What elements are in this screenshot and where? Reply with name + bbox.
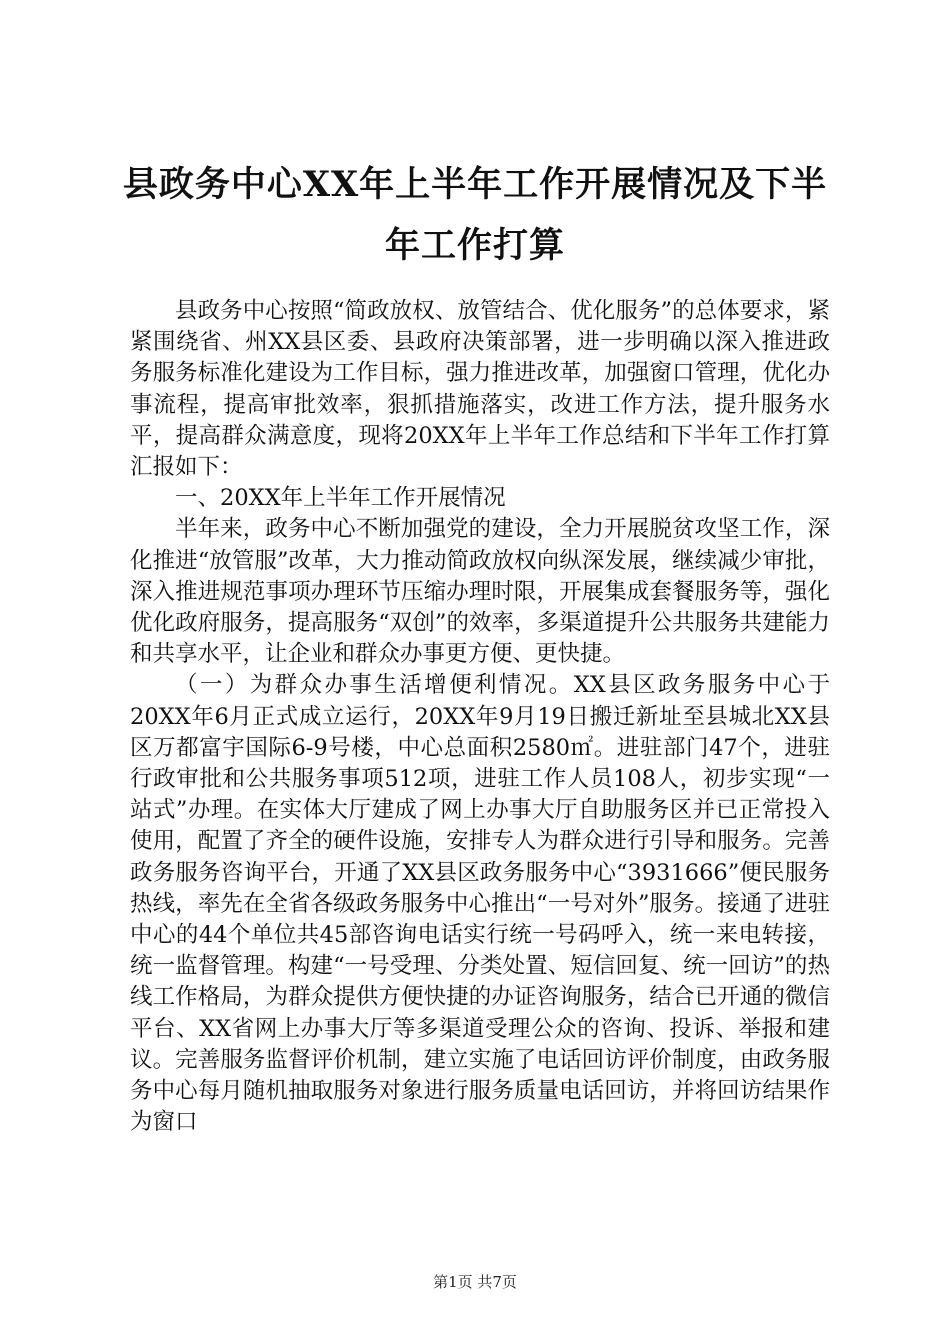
document-title-line-2: 年工作打算 — [384, 225, 565, 266]
section-heading: 一、20XX年上半年工作开展情况 — [175, 485, 506, 512]
paragraph-subsection-1: （一）为群众办事生活增便利情况。XX县区政务服务中心于20XX年6月正式成立运行，20XX年9月19日搬迁新址至县城北XX县区万都富宇国际6-9号楼，中心总面积2580㎡。进驻部门47个，进驻行政审批和公共服务事项512项，进驻工作人员108人，初步实现“一站式”办理。在实体大厅建成了网上办事大厅自助服务区并已正常投入使用，配置了齐全的硬件设施，安排专人为群众进行引导和服务。完善政务服务咨询平台，开通了XX县区政务服务中心“3931666”便民服务热线，率先在全省各级政务服务中心推出“一号对外”服务。接通了进驻中心的44个单位共45部咨询电话实行统一号码呼入，统一来电转接，统一监督管理。构建“一号受理、分类处置、短信回复、统一回访”的热线工作格局，为群众提供方便快捷的办证咨询服务，结合已开通的微信平台、XX省网上办事大厅等多渠道受理公众的咨询、投诉、举报和建议。完善服务监督评价机制，建立实施了电话回访评价制度，由政务服务中心每月随机抽取服务对象进行服务质量电话回访，并将回访结果作为窗口 — [130, 672, 830, 1136]
document-title-line-1: 县政务中心XX年上半年工作开展情况及下半 — [122, 164, 828, 205]
paragraph-intro: 县政务中心按照“简政放权、放管结合、优化服务”的总体要求，紧紧围绕省、州XX县区委、县政府决策部署，进一步明确以深入推进政务服务标准化建设为工作目标，强力推进改革，加强窗口管理，优化办事流程，提高审批效率，狠抓措施落实，改进工作方法，提升服务水平，提高群众满意度，现将20XX年上半年工作总结和下半年工作打算汇报如下： — [130, 298, 830, 481]
document-body — [130, 296, 830, 1138]
paragraph-overview: 半年来，政务中心不断加强党的建设，全力开展脱贫攻坚工作，深化推进“放管服”改革，大力推动简政放权向纵深发展，继续减少审批，深入推进规范事项办理环节压缩办理时限，开展集成套餐服务等，强化优化政府服务，提高服务“双创”的效率，多渠道提升公共服务共建能力和共享水平，让企业和群众办事更方便、更快捷。 — [130, 516, 830, 668]
page-footer: 第1页 共7页 — [433, 1273, 517, 1291]
